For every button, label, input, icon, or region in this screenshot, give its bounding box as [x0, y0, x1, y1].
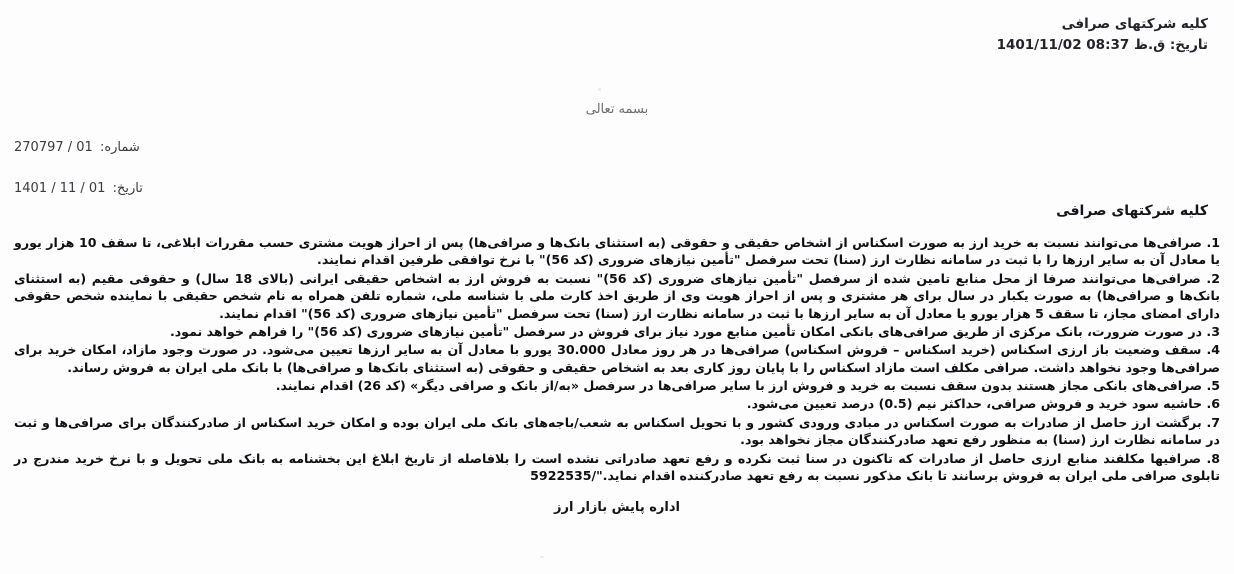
clause-item-6: 6. حاشیه سود خرید و فروش صرافی، حداکثر نیم (0.5) درصد تعیین می‌شود.: [746, 396, 1220, 412]
clause-item-2: 2. صرافی‌ها می‌توانند صرفا از محل منابع تامین شده از سرفصل "تأمین نیازهای ضروری (کد 56)" نسبت به فروش ارز به اشخاص حقیقی ایرانی (بالای 18 سال) و حقوقی مقیم (به استثنای بانک‌ها و صرافی‌ها) به صورت یکبار در سال برای هر مشتری و پس از احراز هویت وی از طریق اخذ کارت ملی با شناسه ملی، شماره تلفن همراه به نام شخص حقیقی با نماینده شخص حقوقی دارای امضای مجاز، تا سقف 5 هزار یورو یا معادل آن به سایر ارزها با ثبت در سامانه نظارت ارز (سنا) تحت سرفصل "تأمین نیازهای ضروری (کد 56)" اقدام نمایند.: [14, 270, 1220, 321]
meta-date-value: 1401 / 11 / 01: [14, 181, 106, 196]
scan-artifact: [540, 556, 544, 558]
meta-number-value: 270797 / 01: [14, 140, 93, 155]
clause-item-1: 1. صرافی‌ها می‌توانند نسبت به خرید ارز به صورت اسکناس از اشخاص حقیقی و حقوقی (به استثنای بانک‌ها و صرافی‌ها) پس از احراز هویت مشتری حسب مقررات ابلاغی، تا سقف 10 هزار یورو یا معادل آن به سایر ارزها را با ثبت در سامانه نظارت ارز (سنا) تحت سرفصل "تأمین نیازهای ضروری (کد 56)" با نرخ توافقی طرفین اقدام نمایند.: [14, 235, 1220, 268]
addressee-title: کلیه شرکتهای صرافی: [1056, 203, 1208, 219]
header-date-value: 1401/11/02 08:37: [996, 36, 1130, 53]
header-date-label: تاریخ:: [1169, 36, 1208, 53]
meta-row-date: [14, 181, 143, 196]
clause-item-3: 3. در صورت ضرورت، بانک مرکزی از طریق صرافی‌های بانکی امکان تأمین منابع مورد نیاز برای فروش در سرفصل "تأمین نیازهای ضروری (کد 56)" را فراهم خواهد نمود.: [169, 323, 1220, 339]
clause-list: [14, 234, 1220, 485]
meta-number-label: شماره:: [99, 140, 140, 155]
scan-artifact: [598, 88, 601, 91]
meta-row-number: [14, 140, 143, 155]
meta-date-label: تاریخ:: [112, 181, 143, 196]
clause-item-7: 7. برگشت ارز حاصل از صادرات به صورت اسکناس در مبادی ورودی کشور و با تحویل اسکناس به شعب/باجه‌های بانک ملی ایران بوده و امکان خرید اسکناس از صادرکنندگان برای صرافی‌ها و ثبت در سامانه نظارت ارز (سنا) به منظور رفع تعهد صادرکنندگان مجاز نخواهد بود.: [14, 414, 1220, 448]
clause-item-8: 8. صرافیها مکلفند منابع ارزی حاصل از صادرات که تاکنون در سنا ثبت نکرده و رفع تعهد صادراتی نشده است را بلافاصله از تاریخ ابلاغ این بخشنامه به بانک ملی تحویل و با نرخ خرید مندرج در تابلوی صرافی ملی ایران به فروش برسانند تا بانک مذکور نسبت به رفع تعهد صادرکننده اقدام نماید."/5922535: [14, 450, 1220, 483]
document-meta-fields: [14, 140, 143, 222]
header-date-prefix: ق.ظ: [1133, 36, 1166, 53]
footer-department: اداره پایش بازار ارز: [554, 500, 680, 515]
header-date: [997, 35, 1208, 56]
clause-item-4: 4. سقف وضعیت باز ارزی اسکناس (خرید اسکناس – فروش اسکناس) صرافی‌ها در هر روز معادل 30.000 یورو با معادل آن به سایر ارزها تعیین می‌شود. در صورت وجود مازاد، امکان خرید برای صرافی‌ها وجود نخواهد داشت. صرافی مکلف است مازاد اسکناس را با پایان روز کاری بعد به اشخاص حقیقی و حقوقی (به استثنای بانک‌ها و صرافی‌ها) با بانک ملی ایران به فروش رساند.: [14, 342, 1220, 375]
clause-item-5: 5. صرافی‌های بانکی مجاز هستند بدون سقف نسبت به خرید و فروش ارز با سایر صرافی‌ها در سرفصل «به/از بانک و صرافی دیگر» (کد 26) اقدام نمایند.: [275, 378, 1220, 393]
header-addressee: کلیه شرکتهای صرافی: [1061, 16, 1208, 32]
basmala-text: بسمه تعالی: [585, 102, 649, 117]
document-header: [997, 14, 1208, 56]
